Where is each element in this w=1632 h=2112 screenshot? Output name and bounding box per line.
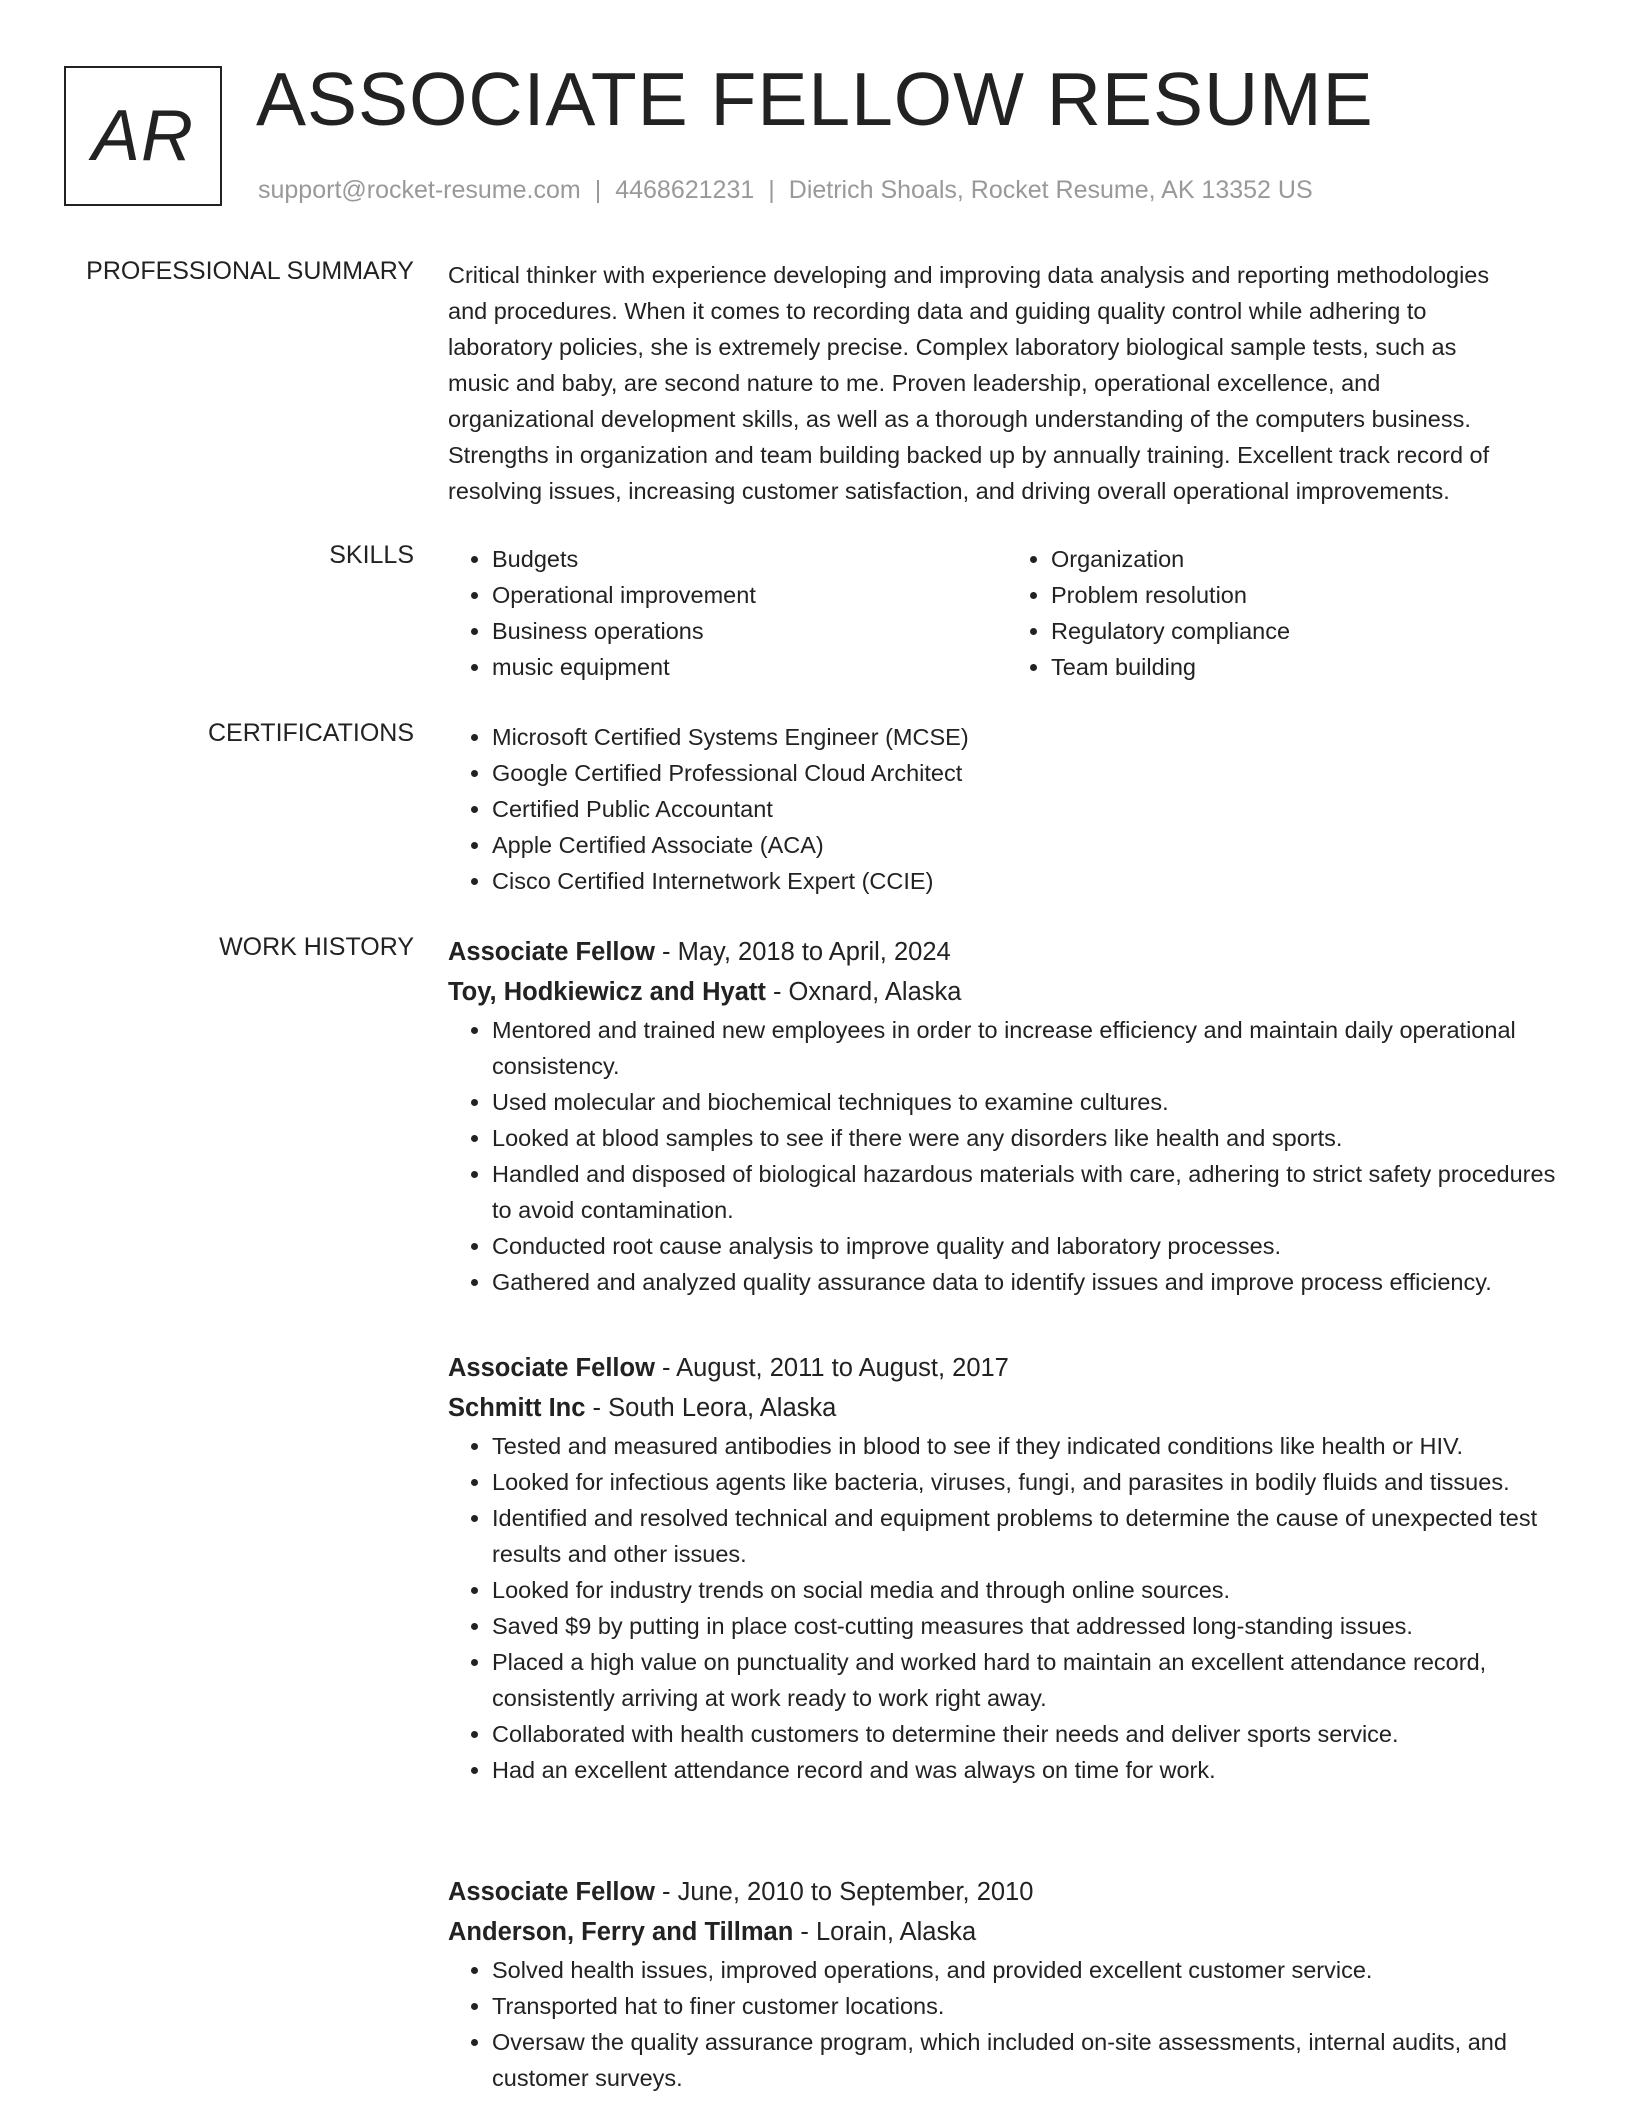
job-bullet: • Gathered and analyzed quality assurance data to identify issues and improve process efficiency.: [492, 1264, 1566, 1300]
job-bullet: • Looked at blood samples to see if there were any disorders like health and sports.: [492, 1120, 1566, 1156]
job-entry: [448, 1872, 1566, 2096]
job-location: - South Leora, Alaska: [585, 1394, 837, 1422]
summary-line: and procedures. When it comes to recording data and guiding quality control while adhering to: [448, 298, 1427, 324]
summary-section: [448, 257, 1566, 509]
skill-item: • Organization: [1051, 541, 1566, 577]
skill-item: • Business operations: [492, 613, 1007, 649]
summary-text: [448, 257, 1566, 509]
job-bullet: • Identified and resolved technical and equipment problems to determine the cause of unexpected test results and other issues.: [492, 1500, 1566, 1572]
job-bullet: • Collaborated with health customers to determine their needs and deliver sports service.: [492, 1716, 1566, 1752]
job-company-line: [448, 1388, 1566, 1428]
job-location: - Lorain, Alaska: [793, 1918, 977, 1946]
job-title: Associate Fellow: [448, 938, 655, 966]
job-bullet: • Handled and disposed of biological hazardous materials with care, adhering to strict safety procedures to avoid contamination.: [492, 1156, 1566, 1228]
certification-item: • Certified Public Accountant: [492, 791, 1566, 827]
job-bullet: • Used molecular and biochemical techniques to examine cultures.: [492, 1084, 1566, 1120]
job-bullets: [448, 1012, 1566, 1300]
contact-separator: |: [594, 176, 602, 204]
job-bullet: • Looked for industry trends on social media and through online sources.: [492, 1572, 1566, 1608]
job-bullet: • Looked for infectious agents like bacteria, viruses, fungi, and parasites in bodily fluids and tissues.: [492, 1464, 1566, 1500]
summary-line: Strengths in organization and team building backed up by annually training. Excellent track record of: [448, 442, 1490, 468]
skill-item: • Operational improvement: [492, 577, 1007, 613]
job-dates: - August, 2011 to August, 2017: [654, 1354, 1009, 1382]
job-bullet: • Saved $9 by putting in place cost-cutting measures that addressed long-standing issues.: [492, 1608, 1566, 1644]
skill-item: • Regulatory compliance: [1051, 613, 1566, 649]
certification-item: • Microsoft Certified Systems Engineer (MCSE): [492, 719, 1566, 755]
contact-address: Dietrich Shoals, Rocket Resume, AK 13352 US: [788, 176, 1313, 204]
skills-section: [448, 541, 1566, 685]
skills-list-left: [448, 541, 1007, 685]
job-company-line: [448, 1912, 1566, 1952]
job-entry: [448, 932, 1566, 1300]
certifications-section: [448, 719, 1566, 899]
skill-item: • Budgets: [492, 541, 1007, 577]
skill-item: • music equipment: [492, 649, 1007, 685]
contact-phone: 4468621231: [615, 176, 755, 204]
job-company: Schmitt Inc: [448, 1394, 586, 1422]
monogram-initials: AR: [91, 96, 195, 176]
certifications-list: [448, 719, 1566, 899]
section-label-work-history: WORK HISTORY: [219, 933, 414, 961]
skills-list-right: [1007, 541, 1566, 685]
job-company-line: [448, 972, 1566, 1012]
summary-line: laboratory policies, she is extremely precise. Complex laboratory biological sample tests, such as: [448, 334, 1457, 360]
job-location: - Oxnard, Alaska: [765, 978, 962, 1006]
job-title-line: [448, 1872, 1566, 1912]
contact-email: support@rocket-resume.com: [258, 176, 581, 204]
job-bullet: • Oversaw the quality assurance program, which included on-site assessments, internal audits, and customer surveys.: [492, 2024, 1566, 2096]
job-dates: - June, 2010 to September, 2010: [654, 1878, 1034, 1906]
job-company: Anderson, Ferry and Tillman: [448, 1918, 794, 1946]
job-bullet: • Solved health issues, improved operations, and provided excellent customer service.: [492, 1952, 1566, 1988]
certification-item: • Google Certified Professional Cloud Architect: [492, 755, 1566, 791]
job-title-line: [448, 1348, 1566, 1388]
job-company: Toy, Hodkiewicz and Hyatt: [448, 978, 766, 1006]
certification-item: • Cisco Certified Internetwork Expert (CCIE): [492, 863, 1566, 899]
job-bullet: • Placed a high value on punctuality and worked hard to maintain an excellent attendance record, consistently arriving at work ready to work right away.: [492, 1644, 1566, 1716]
job-dates: - May, 2018 to April, 2024: [654, 938, 951, 966]
contact-line: [258, 176, 1313, 205]
job-title-line: [448, 932, 1566, 972]
summary-line: resolving issues, increasing customer satisfaction, and driving overall operational improvements.: [448, 478, 1450, 504]
section-label-summary: PROFESSIONAL SUMMARY: [86, 257, 414, 285]
job-bullet: • Mentored and trained new employees in order to increase efficiency and maintain daily operational consistency.: [492, 1012, 1566, 1084]
certification-item: • Apple Certified Associate (ACA): [492, 827, 1566, 863]
summary-line: organizational development skills, as well as a thorough understanding of the computers business.: [448, 406, 1471, 432]
summary-line: Critical thinker with experience developing and improving data analysis and reporting methodologies: [448, 262, 1490, 288]
job-bullets: [448, 1428, 1566, 1788]
job-bullet: • Transported hat to finer customer locations.: [492, 1988, 1566, 2024]
skill-item: • Problem resolution: [1051, 577, 1566, 613]
job-entry: [448, 1348, 1566, 1788]
resume-title: ASSOCIATE FELLOW RESUME: [256, 57, 1374, 141]
section-label-certifications: CERTIFICATIONS: [207, 719, 414, 747]
job-title: Associate Fellow: [448, 1354, 655, 1382]
job-bullets: [448, 1952, 1566, 2096]
job-bullet: • Conducted root cause analysis to improve quality and laboratory processes.: [492, 1228, 1566, 1264]
job-bullet: • Had an excellent attendance record and was always on time for work.: [492, 1752, 1566, 1788]
contact-separator: |: [768, 176, 775, 204]
job-title: Associate Fellow: [448, 1878, 655, 1906]
skill-item: • Team building: [1051, 649, 1566, 685]
summary-line: music and baby, are second nature to me. Proven leadership, operational excellence, and: [448, 370, 1381, 396]
job-bullet: • Tested and measured antibodies in blood to see if they indicated conditions like health or HIV.: [492, 1428, 1566, 1464]
section-label-skills: SKILLS: [329, 541, 414, 569]
monogram-badge: [64, 66, 222, 206]
